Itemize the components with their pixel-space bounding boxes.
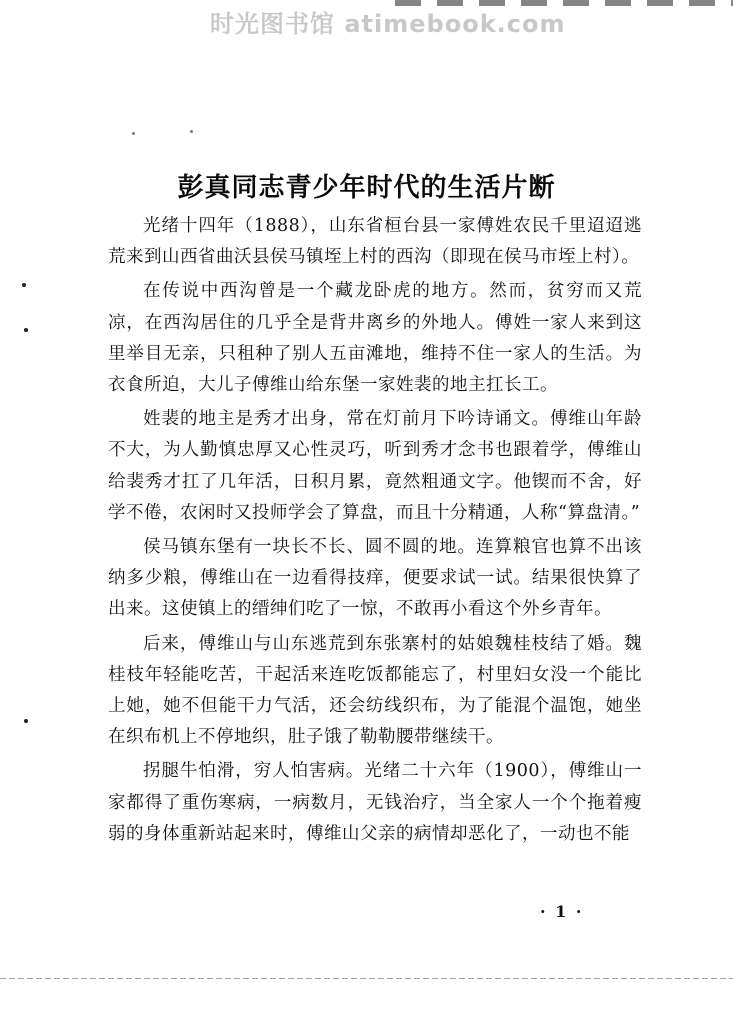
paragraph: 光绪十四年（1888），山东省桓台县一家傅姓农民千里迢迢逃荒来到山西省曲沃县侯马镇垤上村的西沟（即现在侯马市垤上村）。 <box>108 216 642 268</box>
scan-speck <box>24 719 28 723</box>
scan-speck <box>190 130 193 133</box>
paragraph: 姓裴的地主是秀才出身，常在灯前月下吟诗诵文。傅维山年龄不大，为人勤慎忠厚又心性灵巧，听到秀才念书也跟着学，傅维山给裴秀才扛了几年活，日积月累，竟然粗通文字。他锲而不舍，好学不倦，农闲时又投师学会了算盘，而且十分精通，人称“算盘清。” <box>108 409 642 523</box>
scan-speck <box>22 283 26 287</box>
watermark: 时光图书馆 atimebook.com <box>210 10 566 38</box>
scan-artifact-bottom <box>0 978 733 979</box>
scan-speck <box>24 328 28 332</box>
page-title: 彭真同志青少年时代的生活片断 <box>177 173 556 204</box>
body-text <box>108 211 642 853</box>
paragraph: 拐腿牛怕滑，穷人怕害病。光绪二十六年（1900），傅维山一家都得了重伤寒病，一病数月，无钱治疗，当全家人一个个拖着瘦弱的身体重新站起来时，傅维山父亲的病情却恶化了，一动也不能 <box>108 761 642 844</box>
scan-speck <box>132 132 135 135</box>
paragraph: 在传说中西沟曾是一个藏龙卧虎的地方。然而，贫穷而又荒凉，在西沟居住的几乎全是背井离乡的外地人。傅姓一家人来到这里举目无亲，只租种了别人五亩滩地，维持不住一家人的生活。为衣食所迫，大儿子傅维山给东堡一家姓裴的地主扛长工。 <box>108 281 642 396</box>
page-number: · 1 · <box>540 902 584 921</box>
paragraph: 侯马镇东堡有一块长不长、圆不圆的地。连算粮官也算不出该纳多少粮，傅维山在一边看得技痒，便要求试一试。结果很快算了出来。这使镇上的缙绅们吃了一惊，不敢再小看这个外乡青年。 <box>108 537 642 620</box>
paragraph: 后来，傅维山与山东逃荒到东张寨村的姑娘魏桂枝结了婚。魏桂枝年轻能吃苦，干起活来连吃饭都能忘了，村里妇女没一个能比上她，她不但能干力气活，还会纺线织布，为了能混个温饱，她坐在织布机上不停地织，肚子饿了勒勒腰带继续干。 <box>108 633 642 748</box>
